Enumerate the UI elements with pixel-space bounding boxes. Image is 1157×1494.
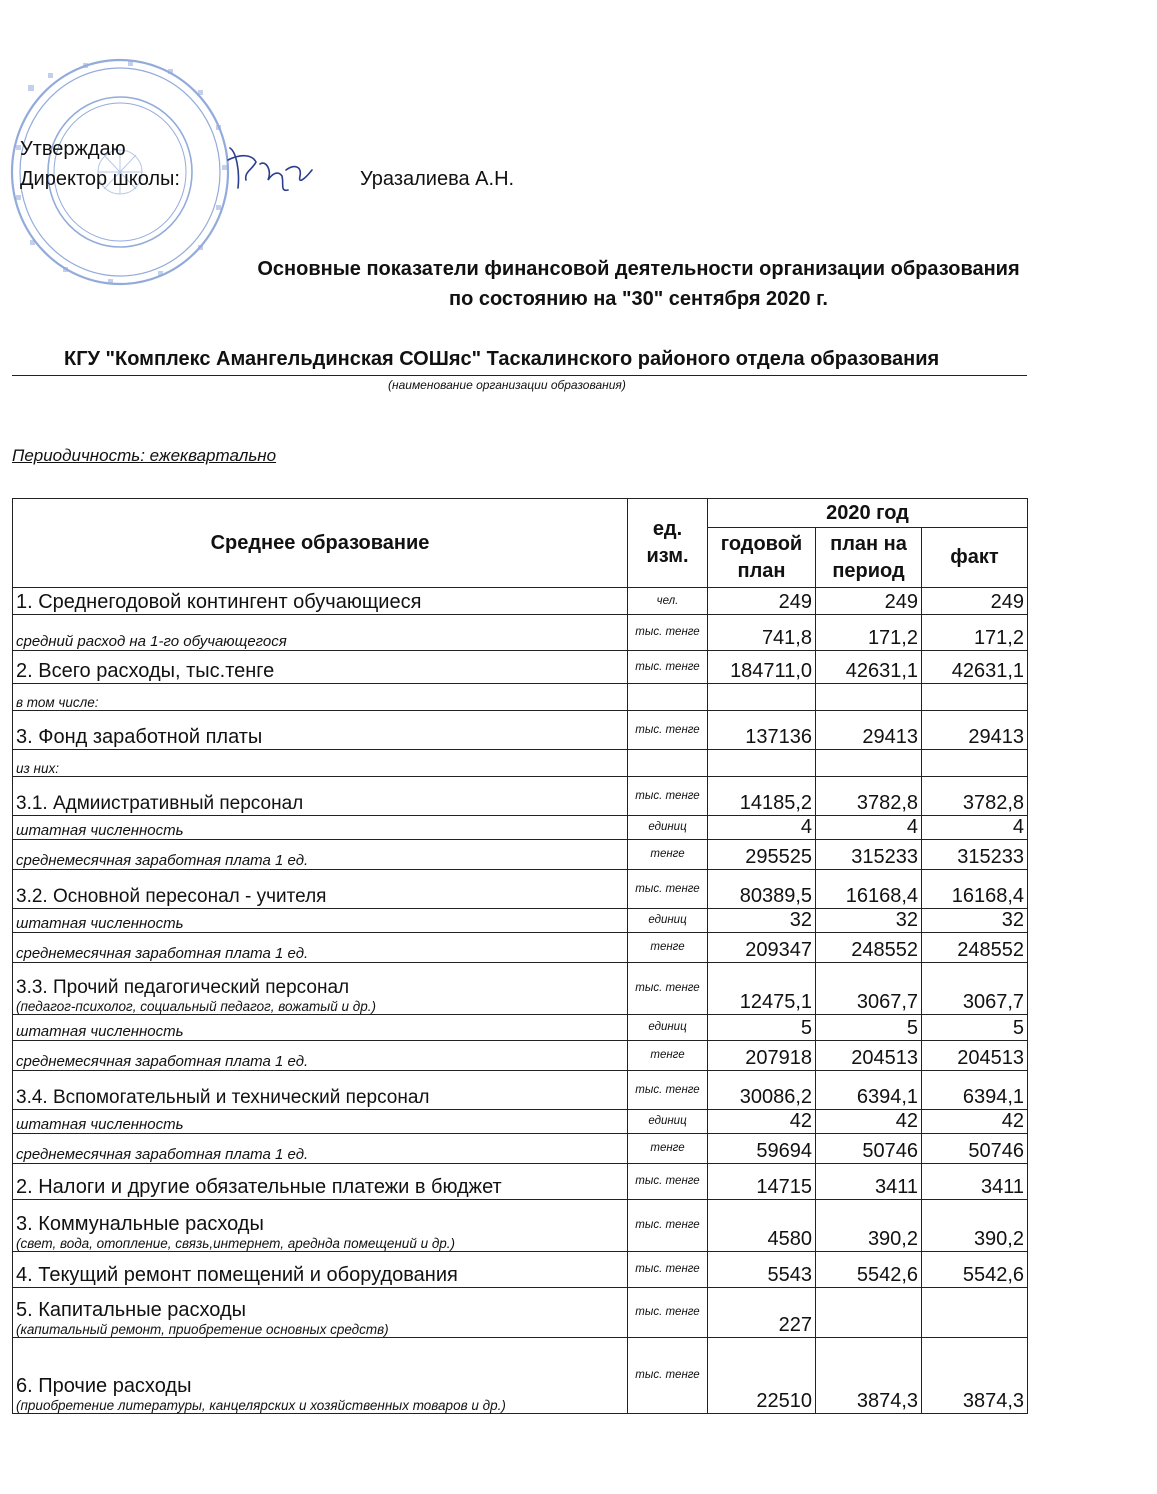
- table-row: [13, 1164, 1028, 1200]
- row-label-cell: [13, 651, 628, 684]
- row-label: штатная численность: [16, 1116, 184, 1133]
- period-plan-cell: 204513: [816, 1041, 922, 1071]
- annual-plan-cell: 4580: [708, 1200, 816, 1252]
- fact-cell: 249: [922, 588, 1028, 615]
- fact-cell: 3067,7: [922, 963, 1028, 1015]
- fact-cell: [922, 684, 1028, 711]
- annual-plan-cell: 12475,1: [708, 963, 816, 1015]
- table-row: [13, 615, 1028, 651]
- period-plan-cell: 42: [816, 1110, 922, 1134]
- row-label-cell: [13, 1288, 628, 1338]
- row-label: 1. Среднегодовой контингент обучающиеся: [16, 591, 422, 613]
- period-plan-cell: [816, 1288, 922, 1338]
- row-label: среднемесячная заработная плата 1 ед.: [16, 852, 309, 869]
- row-label-cell: [13, 1134, 628, 1164]
- row-label-cell: [13, 1110, 628, 1134]
- row-label: 3.3. Прочий педагогический персонал: [16, 977, 350, 998]
- row-label: штатная численность: [16, 1023, 184, 1040]
- period-plan-cell: 16168,4: [816, 870, 922, 909]
- fact-cell: 6394,1: [922, 1071, 1028, 1110]
- period-plan-cell: 50746: [816, 1134, 922, 1164]
- period-plan-cell: 32: [816, 909, 922, 933]
- unit-cell: тыс. тенге: [628, 711, 708, 750]
- table-row: [13, 909, 1028, 933]
- annual-plan-cell: 209347: [708, 933, 816, 963]
- annual-plan-cell: 59694: [708, 1134, 816, 1164]
- fact-cell: 204513: [922, 1041, 1028, 1071]
- unit-cell: тыс. тенге: [628, 615, 708, 651]
- unit-cell: тыс. тенге: [628, 777, 708, 816]
- table-row: [13, 1134, 1028, 1164]
- header-annual-plan: годовой план: [708, 528, 816, 588]
- row-label-cell: [13, 1071, 628, 1110]
- approve-word: Утверждаю: [20, 138, 126, 160]
- row-sublabel: (приобретение литературы, канцелярских и хозяйственных товаров и др.): [16, 1398, 506, 1413]
- row-label-cell: [13, 711, 628, 750]
- financial-indicators-table: [12, 498, 1028, 1414]
- fact-cell: 4: [922, 816, 1028, 840]
- row-label-cell: [13, 840, 628, 870]
- period-plan-cell: 29413: [816, 711, 922, 750]
- fact-cell: 42631,1: [922, 651, 1028, 684]
- table-row: [13, 588, 1028, 615]
- organization-name: КГУ "Комплекс Амангельдинская СОШяс" Таскалинского районого отдела образования: [64, 348, 940, 370]
- period-plan-cell: 3782,8: [816, 777, 922, 816]
- period-plan-cell: 315233: [816, 840, 922, 870]
- table-row: [13, 651, 1028, 684]
- period-plan-cell: 171,2: [816, 615, 922, 651]
- table-row: [13, 1015, 1028, 1041]
- row-label-cell: [13, 615, 628, 651]
- table-row: [13, 933, 1028, 963]
- table-row: [13, 840, 1028, 870]
- unit-cell: тыс. тенге: [628, 870, 708, 909]
- table-row: [13, 1071, 1028, 1110]
- header-unit: ед. изм.: [628, 499, 708, 588]
- annual-plan-cell: 14185,2: [708, 777, 816, 816]
- row-label-cell: [13, 1200, 628, 1252]
- annual-plan-cell: 80389,5: [708, 870, 816, 909]
- unit-cell: тыс. тенге: [628, 1288, 708, 1338]
- table-row: [13, 1041, 1028, 1071]
- annual-plan-cell: 22510: [708, 1338, 816, 1414]
- row-label: штатная численность: [16, 915, 184, 932]
- period-plan-cell: 4: [816, 816, 922, 840]
- row-label-cell: [13, 1164, 628, 1200]
- row-label-cell: [13, 909, 628, 933]
- table-row: [13, 777, 1028, 816]
- table-row: [13, 870, 1028, 909]
- period-plan-cell: 3874,3: [816, 1338, 922, 1414]
- row-label: 3.1. Адмиистративный персонал: [16, 793, 304, 814]
- fact-cell: [922, 750, 1028, 777]
- header-year: 2020 год: [708, 499, 1028, 528]
- fact-cell: 29413: [922, 711, 1028, 750]
- periodicity-label: Периодичность: ежеквартально: [12, 446, 277, 465]
- period-plan-cell: 5542,6: [816, 1252, 922, 1288]
- period-plan-cell: 248552: [816, 933, 922, 963]
- fact-cell: 171,2: [922, 615, 1028, 651]
- annual-plan-cell: 249: [708, 588, 816, 615]
- document-title-line1: Основные показатели финансовой деятельности организации образования: [257, 258, 1020, 280]
- row-label-cell: [13, 1015, 628, 1041]
- annual-plan-cell: [708, 684, 816, 711]
- row-label-cell: [13, 1041, 628, 1071]
- fact-cell: 5: [922, 1015, 1028, 1041]
- fact-cell: 248552: [922, 933, 1028, 963]
- row-label: среднемесячная заработная плата 1 ед.: [16, 1053, 309, 1070]
- fact-cell: 32: [922, 909, 1028, 933]
- director-signature: [222, 140, 317, 200]
- unit-cell: тыс. тенге: [628, 1200, 708, 1252]
- header-section: Среднее образование: [13, 499, 628, 588]
- period-plan-cell: 5: [816, 1015, 922, 1041]
- annual-plan-cell: 207918: [708, 1041, 816, 1071]
- unit-cell: тыс. тенге: [628, 1338, 708, 1414]
- row-label: из них:: [16, 761, 59, 776]
- fact-cell: 50746: [922, 1134, 1028, 1164]
- row-sublabel: (педагог-психолог, социальный педагог, вожатый и др.): [16, 999, 376, 1014]
- unit-cell: тенге: [628, 1134, 708, 1164]
- row-label-cell: [13, 777, 628, 816]
- row-label: 5. Капитальные расходы: [16, 1299, 247, 1321]
- header-period-plan: план на период: [816, 528, 922, 588]
- row-label: 4. Текущий ремонт помещений и оборудования: [16, 1264, 458, 1286]
- organization-caption: (наименование организации образования): [388, 378, 626, 392]
- annual-plan-cell: 42: [708, 1110, 816, 1134]
- row-sublabel: (свет, вода, отопление, связь,интернет, аредндa помещений и др.): [16, 1236, 456, 1251]
- annual-plan-cell: 741,8: [708, 615, 816, 651]
- table-row: [13, 1338, 1028, 1414]
- unit-cell: единиц: [628, 1015, 708, 1041]
- annual-plan-cell: 32: [708, 909, 816, 933]
- annual-plan-cell: [708, 750, 816, 777]
- annual-plan-cell: 30086,2: [708, 1071, 816, 1110]
- fact-cell: 3782,8: [922, 777, 1028, 816]
- row-label-cell: [13, 1252, 628, 1288]
- unit-cell: тыс. тенге: [628, 651, 708, 684]
- organization-underline: [12, 375, 1027, 376]
- fact-cell: 16168,4: [922, 870, 1028, 909]
- unit-cell: тенге: [628, 1041, 708, 1071]
- row-label: 3. Коммунальные расходы: [16, 1213, 264, 1235]
- unit-cell: единиц: [628, 816, 708, 840]
- annual-plan-cell: 227: [708, 1288, 816, 1338]
- table-row: [13, 963, 1028, 1015]
- table-row: [13, 1252, 1028, 1288]
- table-row: [13, 1200, 1028, 1252]
- unit-cell: [628, 750, 708, 777]
- period-plan-cell: 42631,1: [816, 651, 922, 684]
- annual-plan-cell: 5543: [708, 1252, 816, 1288]
- fact-cell: 3411: [922, 1164, 1028, 1200]
- director-name: Уразалиева А.Н.: [360, 168, 515, 190]
- period-plan-cell: 249: [816, 588, 922, 615]
- period-plan-cell: [816, 684, 922, 711]
- row-sublabel: (капитальный ремонт, приобретение основных средств): [16, 1322, 389, 1337]
- table-row: [13, 1288, 1028, 1338]
- table-row: [13, 684, 1028, 711]
- period-plan-cell: [816, 750, 922, 777]
- fact-cell: 42: [922, 1110, 1028, 1134]
- row-label: 2. Всего расходы, тыс.тенге: [16, 660, 275, 682]
- row-label: среднемесячная заработная плата 1 ед.: [16, 945, 309, 962]
- fact-cell: 3874,3: [922, 1338, 1028, 1414]
- unit-cell: тыс. тенге: [628, 1252, 708, 1288]
- row-label: штатная численность: [16, 822, 184, 839]
- unit-cell: тенге: [628, 840, 708, 870]
- row-label: средний расход на 1-го обучающегося: [16, 633, 287, 650]
- row-label: 2. Налоги и другие обязательные платежи в бюджет: [16, 1176, 502, 1198]
- row-label: 3. Фонд заработной платы: [16, 726, 263, 748]
- table-row: [13, 711, 1028, 750]
- row-label-cell: [13, 816, 628, 840]
- row-label-cell: [13, 963, 628, 1015]
- header-fact: факт: [922, 528, 1028, 588]
- row-label: 3.2. Основной пересонал - учителя: [16, 886, 327, 907]
- row-label: в том числе:: [16, 695, 99, 710]
- table-row: [13, 750, 1028, 777]
- row-label-cell: [13, 870, 628, 909]
- unit-cell: тыс. тенге: [628, 1071, 708, 1110]
- row-label-cell: [13, 1338, 628, 1414]
- row-label: 3.4. Вспомогательный и технический персонал: [16, 1087, 430, 1108]
- period-plan-cell: 390,2: [816, 1200, 922, 1252]
- fact-cell: 315233: [922, 840, 1028, 870]
- unit-cell: чел.: [628, 588, 708, 615]
- row-label-cell: [13, 933, 628, 963]
- fact-cell: 5542,6: [922, 1252, 1028, 1288]
- table-row: [13, 1110, 1028, 1134]
- director-label: Директор школы:: [20, 168, 180, 190]
- row-label: 6. Прочие расходы: [16, 1375, 192, 1397]
- period-plan-cell: 3067,7: [816, 963, 922, 1015]
- row-label-cell: [13, 750, 628, 777]
- period-plan-cell: 6394,1: [816, 1071, 922, 1110]
- unit-cell: единиц: [628, 909, 708, 933]
- table-row: [13, 816, 1028, 840]
- unit-cell: тенге: [628, 933, 708, 963]
- annual-plan-cell: 14715: [708, 1164, 816, 1200]
- annual-plan-cell: 184711,0: [708, 651, 816, 684]
- row-label-cell: [13, 588, 628, 615]
- row-label: среднемесячная заработная плата 1 ед.: [16, 1146, 309, 1163]
- row-label-cell: [13, 684, 628, 711]
- period-plan-cell: 3411: [816, 1164, 922, 1200]
- annual-plan-cell: 5: [708, 1015, 816, 1041]
- unit-cell: тыс. тенге: [628, 1164, 708, 1200]
- annual-plan-cell: 137136: [708, 711, 816, 750]
- unit-cell: [628, 684, 708, 711]
- fact-cell: 390,2: [922, 1200, 1028, 1252]
- fact-cell: [922, 1288, 1028, 1338]
- annual-plan-cell: 295525: [708, 840, 816, 870]
- unit-cell: тыс. тенге: [628, 963, 708, 1015]
- document-title-line2: по состоянию на "30" сентября 2020 г.: [448, 288, 828, 310]
- annual-plan-cell: 4: [708, 816, 816, 840]
- unit-cell: единиц: [628, 1110, 708, 1134]
